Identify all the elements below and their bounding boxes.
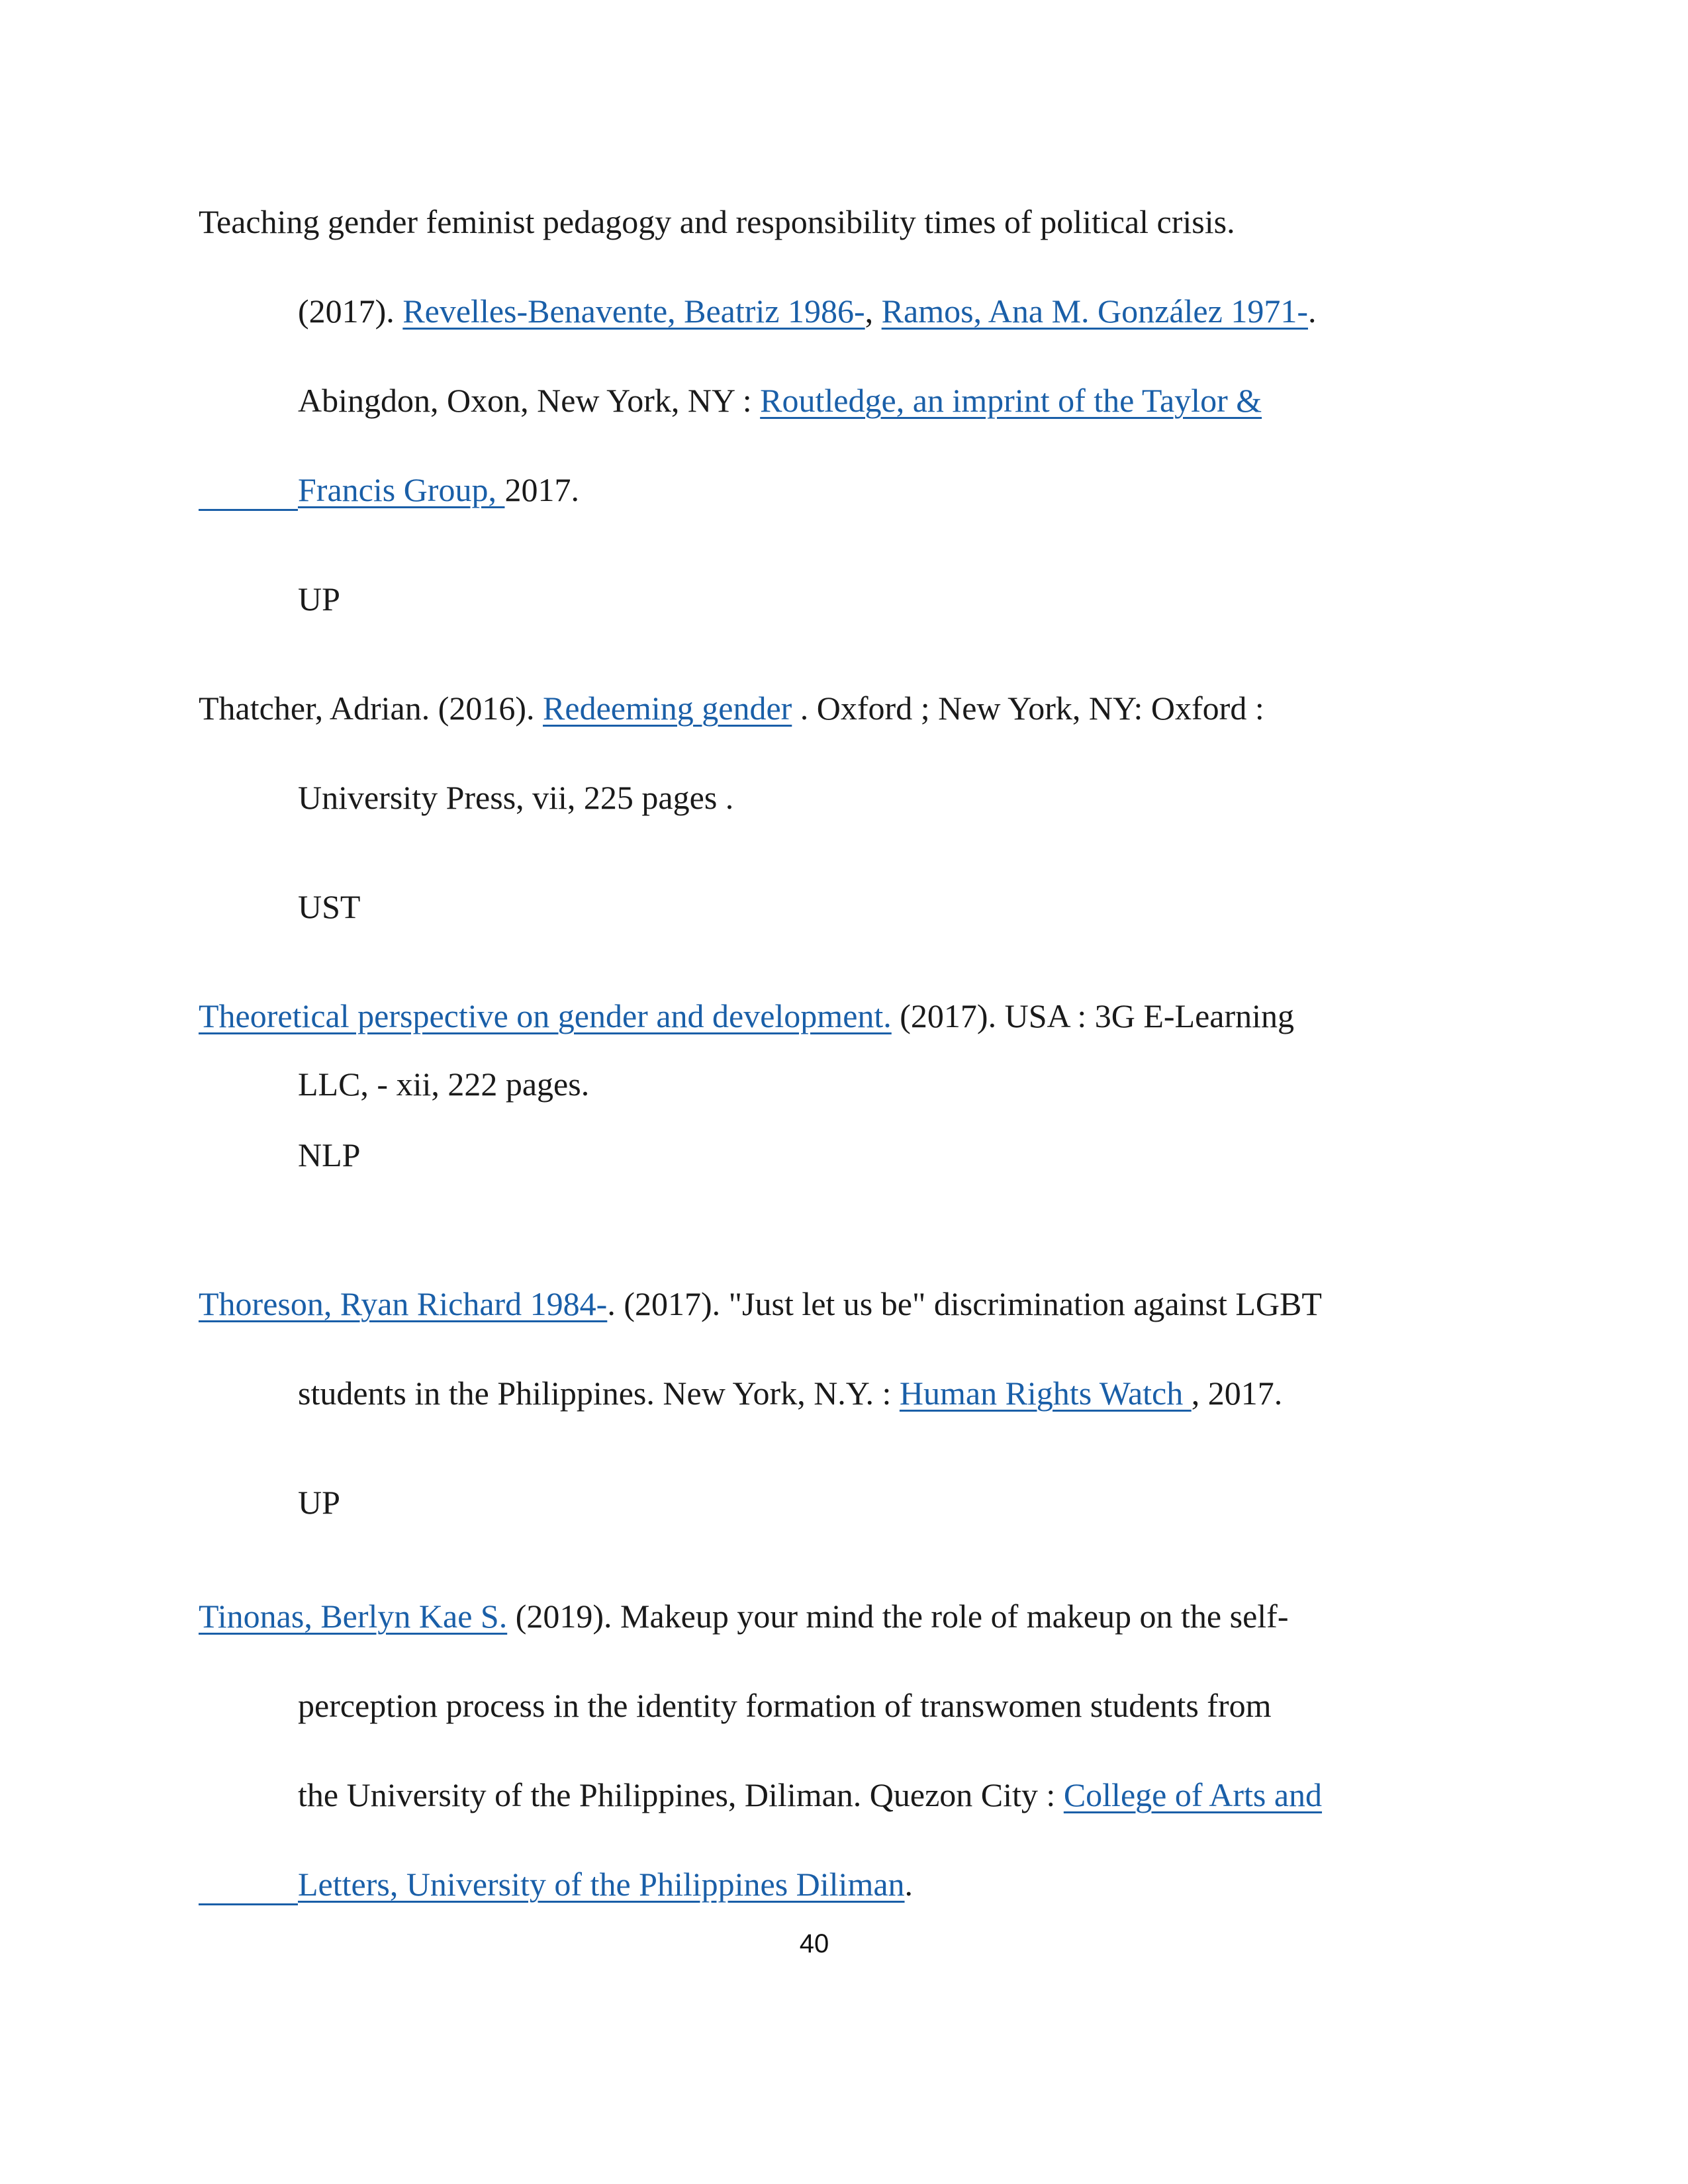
entry-1-pub-year: 2017. bbox=[504, 471, 579, 508]
entry-3-location bbox=[298, 1135, 360, 1175]
entry-1-title-text: Teaching gender feminist pedagogy and responsibility times of political crisis. bbox=[199, 203, 1235, 240]
entry-2-first-line bbox=[199, 688, 1264, 728]
entry-4-year: , 2017. bbox=[1191, 1375, 1283, 1412]
author-link-ramos[interactable]: Ramos, Ana M. González 1971- bbox=[881, 293, 1308, 330]
entry-1-publisher-continuation bbox=[199, 470, 579, 510]
publisher-link-college-of-arts-continued-text: Letters, University of the Philippines Diliman bbox=[298, 1866, 905, 1903]
author-link-thoreson[interactable]: Thoreson, Ryan Richard 1984- bbox=[199, 1285, 608, 1322]
entry-1-location bbox=[298, 579, 340, 619]
entry-4-first-line bbox=[199, 1284, 1322, 1324]
title-link-redeeming-gender[interactable]: Redeeming gender bbox=[543, 690, 792, 727]
entry-4-second-line bbox=[298, 1373, 1282, 1413]
entry-2-second-line bbox=[298, 778, 733, 817]
entry-2-location bbox=[298, 887, 360, 927]
entry-2-publisher: University Press, vii, 225 pages . bbox=[298, 779, 734, 816]
publisher-link-college-of-arts-continued[interactable] bbox=[199, 1866, 905, 1903]
link-indent-underline bbox=[199, 1866, 298, 1905]
entry-5-third-line bbox=[298, 1775, 1322, 1815]
entry-3-first-line bbox=[199, 996, 1294, 1036]
publisher-link-routledge-continued-text: Francis Group, bbox=[298, 471, 505, 508]
entry-5-title-b: perception process in the identity formation of transwomen students from bbox=[298, 1687, 1272, 1724]
link-indent-underline bbox=[199, 471, 298, 511]
entry-2-author-year: Thatcher, Adrian. (2016). bbox=[199, 690, 543, 727]
entry-1-title bbox=[199, 202, 1235, 242]
entry-5-first-line bbox=[199, 1596, 1288, 1636]
author-link-tinonas[interactable]: Tinonas, Berlyn Kae S. bbox=[199, 1598, 508, 1635]
entry-2-place: . Oxford ; New York, NY: Oxford : bbox=[792, 690, 1264, 727]
publisher-link-college-of-arts[interactable]: College of Arts and bbox=[1063, 1776, 1323, 1813]
entry-5-title-a: (2019). Makeup your mind the role of makeup on the self- bbox=[507, 1598, 1289, 1635]
entry-5-place: the University of the Philippines, Diliman. Quezon City : bbox=[298, 1776, 1064, 1813]
entry-4-location bbox=[298, 1482, 340, 1522]
entry-5-period: . bbox=[904, 1866, 914, 1903]
entry-1-period: . bbox=[1307, 293, 1317, 330]
entry-5-second-line bbox=[298, 1686, 1271, 1725]
entry-1-place: Abingdon, Oxon, New York, NY : bbox=[298, 382, 761, 419]
entry-1-authors-line bbox=[298, 291, 1316, 331]
publisher-link-human-rights-watch[interactable]: Human Rights Watch bbox=[899, 1375, 1192, 1412]
entry-1-year: (2017). bbox=[298, 293, 403, 330]
entry-1-author-separator: , bbox=[865, 293, 882, 330]
entry-3-year-publisher: (2017). USA : 3G E-Learning bbox=[891, 997, 1295, 1034]
publisher-link-routledge-text: Routledge, an imprint of the Taylor & bbox=[760, 382, 1262, 419]
publisher-link-routledge-continued[interactable] bbox=[199, 471, 504, 508]
entry-2-location-text: UST bbox=[298, 888, 361, 925]
entry-4-place: students in the Philippines. New York, N.Y. : bbox=[298, 1375, 900, 1412]
entry-1-location-text: UP bbox=[298, 580, 340, 617]
entry-4-location-text: UP bbox=[298, 1484, 340, 1521]
entry-3-second-line bbox=[298, 1064, 589, 1104]
entry-3-location-text: NLP bbox=[298, 1136, 361, 1173]
entry-5-fourth-line bbox=[199, 1864, 913, 1904]
author-link-revelles-benavente[interactable]: Revelles-Benavente, Beatriz 1986- bbox=[402, 293, 865, 330]
entry-1-publisher-line bbox=[298, 381, 1288, 420]
entry-3-pages: LLC, - xii, 222 pages. bbox=[298, 1066, 590, 1103]
title-link-theoretical-perspective[interactable]: Theoretical perspective on gender and development. bbox=[199, 997, 892, 1034]
publisher-link-routledge[interactable] bbox=[760, 382, 1288, 419]
entry-4-title: . (2017). "Just let us be" discrimination against LGBT bbox=[607, 1285, 1322, 1322]
page-number: 40 bbox=[799, 1929, 829, 1958]
